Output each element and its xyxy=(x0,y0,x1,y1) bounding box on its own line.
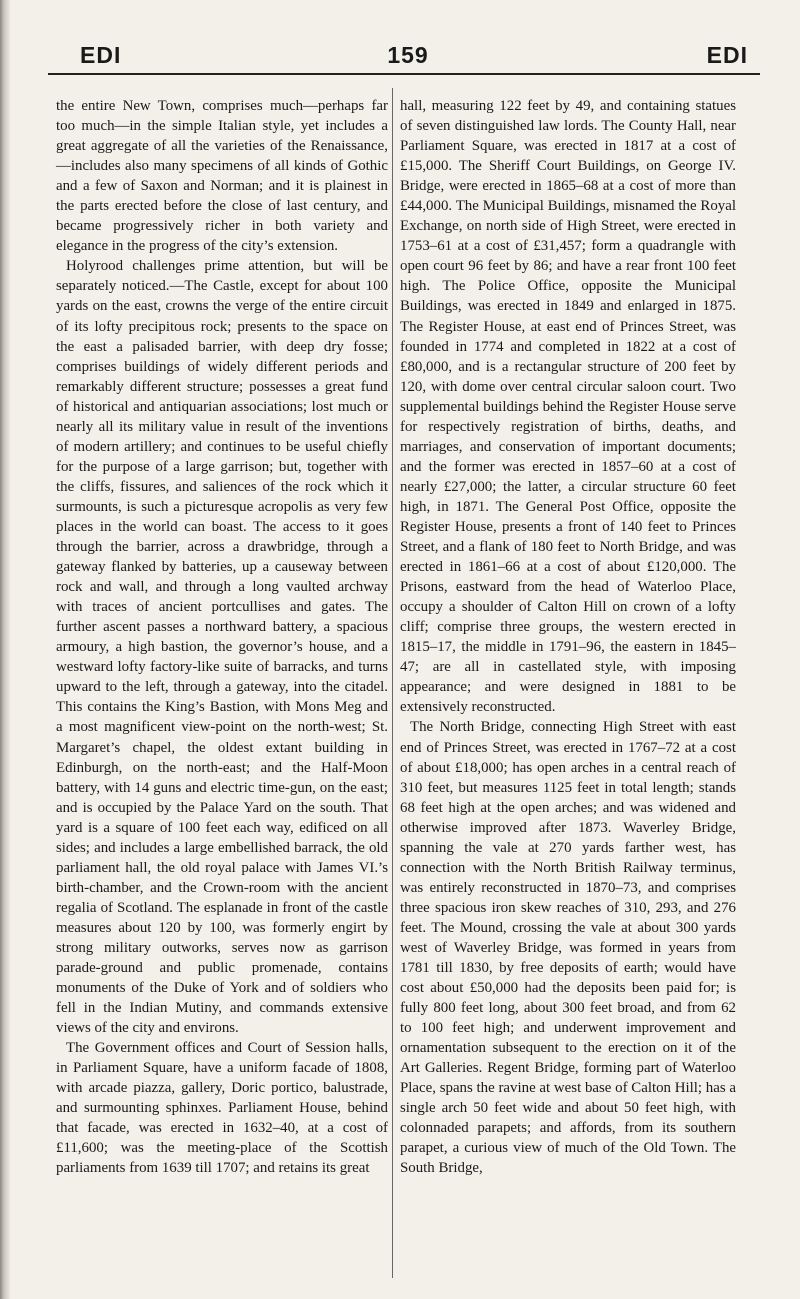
paragraph: The North Bridge, connecting High Street with east end of Princes Street, was erected in 1767–72 at a cost of about £18,000; has open arches in a central reach of 310 feet, but measures 1125 feet in total length; stands 68 feet high at the open arches; and was widened and otherwise improved after 1873. Waverley Bridge, spanning the vale at 270 yards farther west, has connection with the North British Railway terminus, was entirely reconstructed in 1870–73, and comprises three spacious iron skew reaches of 310, 293, and 276 feet. The Mound, crossing the vale at about 300 yards west of Waverley Bridge, was formed in years from 1781 till 1830, by free deposits of earth; would have cost about £50,000 had the deposits been paid for; is fully 800 feet long, about 300 feet broad, and from 62 to 100 feet high; and underwent improvement and ornamentation subsequent to the erection on it of the Art Galleries. Regent Bridge, forming part of Waterloo Place, spans the ravine at west base of Calton Hill; has a single arch 50 feet wide and about 50 feet high, with colonnaded parapets; and affords, from its southern parapet, a curious view of much of the Old Town. The South Bridge, xyxy=(400,719,736,1177)
paragraph: hall, measuring 122 feet by 49, and containing statues of seven distinguished law lords. The County Hall, near Parliament Square, was erected in 1817 at a cost of £15,000. The Sheriff Court Buildings, on George IV. Bridge, were erected in 1865–68 at a cost of more than £44,000. The Municipal Buildings, misnamed the Royal Exchange, on north side of High Street, were erected in 1753–61 at a cost of £31,457; form a quadrangle with open court 96 feet by 86; and have a rear front 100 feet high. The Police Office, opposite the Municipal Buildings, was erected in 1849 and enlarged in 1875. The Register House, at east end of Princes Street, was founded in 1774 and completed in 1822 at a cost of £80,000, and is a rectangular structure of 200 feet by 120, with dome over central circular saloon court. Two supplemental buildings behind the Register House serve for respectively registration of births, deaths, and marriages, and conservation of important documents; and the former was erected in 1857–60 at a cost of nearly £27,000; the latter, a circular structure 60 feet high, in 1871. The General Post Office, opposite the Register House, presents a front of 140 feet to Princes Street, and a flank of 180 feet to North Bridge, and was erected in 1861–66 at a cost of about £120,000. The Prisons, eastward from the head of Waterloo Place, occupy a shoulder of Calton Hill on crown of a lofty cliff; comprise three groups, the western erected in 1815–17, the middle in 1791–96, the eastern in 1845–47; are all in castellated style, with imposing appearance; and were designed in 1881 to be extensively reconstructed. xyxy=(400,98,736,716)
page-number: 159 xyxy=(387,42,429,68)
running-header xyxy=(48,42,768,72)
right-column xyxy=(400,96,736,1179)
paragraph: the entire New Town, comprises much—perhaps far too much—in the simple Italian style, yet includes a great aggregate of all the varieties of the Renaissance,—includes also many specimens of all kinds of Gothic and a few of Saxon and Norman; and it is plainest in the parts erected before the close of last century, and became progressively richer in both variety and elegance in the progress of the city’s extension. xyxy=(56,98,388,255)
paragraph: The Government offices and Court of Session halls, in Parliament Square, have a uniform facade of 1808, with arcade piazza, gallery, Doric portico, balustrade, and surmounting sphinxes. Parliament House, behind that facade, was erected in 1632–40, at a cost of £11,600; was the meeting-place of the Scottish parliaments from 1639 till 1707; and retains its great xyxy=(56,1040,388,1177)
left-column xyxy=(56,96,388,1179)
header-left-word: EDI xyxy=(80,42,122,68)
header-right-word: EDI xyxy=(706,42,748,68)
column-divider xyxy=(392,88,393,1278)
page-spine-shadow xyxy=(0,0,10,1299)
paragraph: Holyrood challenges prime attention, but will be separately noticed.—The Castle, except for about 100 yards on the east, crowns the verge of the entire circuit of its lofty precipitous rock; presents to the space on the east a palisaded barrier, with deep dry fosse; comprises buildings of widely different periods and remarkably different structure; possesses a great fund of historical and antiquarian associations; lost much or nearly all its military value in result of the inventions of modern artillery; and continues to be useful chiefly for the purpose of a large garrison; but, together with the cliffs, fissures, and saliences of the rock which it surmounts, is such a picturesque acropolis as very few places in the world can boast. The access to it goes through the barrier, across a drawbridge, through a gateway flanked by batteries, up a causeway between rock and wall, and through a long vaulted archway with traces of ancient portcullises and gates. The further ascent passes a northward battery, a spacious armoury, a high bastion, the governor’s house, and a westward lofty factory-like suite of barracks, and turns upward to the left, through a gateway, into the citadel. This contains the King’s Bastion, with Mons Meg and a most magnificent view-point on the north-west; St. Margaret’s chapel, the oldest extant building in Edinburgh, on the north-east; and the Half-Moon battery, with 14 guns and electric time-gun, on the east; and is occupied by the Palace Yard on the south. That yard is a square of 100 feet each way, edificed on all sides; and includes a large embellished barrack, the old parliament hall, the old royal palace with James VI.’s birth-chamber, and the Crown-room with the ancient regalia of Scotland. The esplanade in front of the castle measures about 120 by 100, was formerly engirt by strong military outworks, serves now as garrison parade-ground and public promenade, contains monuments of the Duke of York and of soldiers who fell in the Indian Mutiny, and commands extensive views of the city and environs. xyxy=(56,258,388,1037)
header-rule xyxy=(48,73,760,75)
